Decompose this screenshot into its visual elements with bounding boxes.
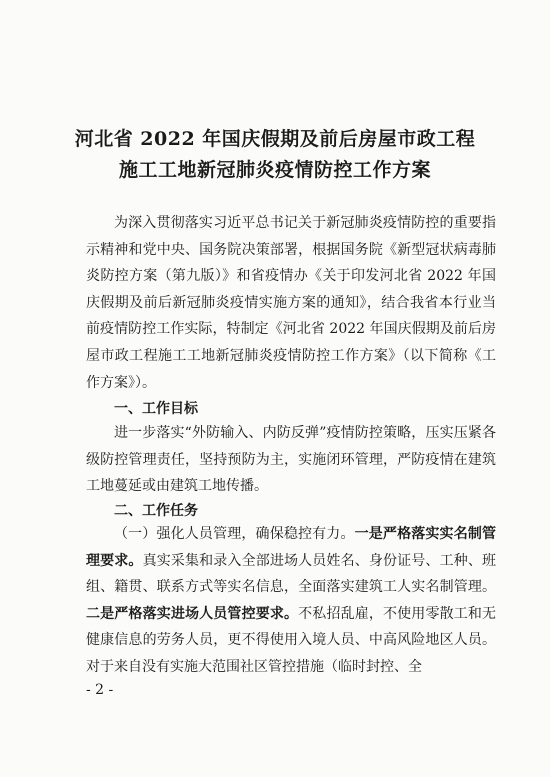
- tasks-paragraph: [86, 521, 496, 681]
- document-title-line-2: 施工工地新冠肺炎疫情防控工作方案: [118, 159, 431, 181]
- task-point-two-body: 不私招乱雇，不使用零散工和无健康信息的劳务人员，更不得使用入境人员、中高风险地区人员。对于来自没有实施大范围社区管控措施（临时封控、全: [86, 605, 497, 675]
- intro-paragraph: 为深入贯彻落实习近平总书记关于新冠肺炎疫情防控的重要指示精神和党中央、国务院决策部署，根据国务院《新型冠状病毒肺炎防控方案（第九版）》和省疫情办《关于印发河北省 2022 年国庆假期及前后新冠肺炎疫情实施方案的通知》，结合我省本行业当前疫情防控工作实际，特制定《河北省 2022 年国庆假期及前后房屋市政工程施工工地新冠肺炎疫情防控工作方案》（以下简称《工作方案》）。: [86, 215, 496, 391]
- task-point-two: 二是严格落实进场人员管控要求。: [86, 605, 299, 622]
- task-point-one-body: 真实采集和录入全部进场人员姓名、身份证号、工种、班组、籍贯、联系方式等实名信息，全面落实建筑工人实名制管理。: [86, 552, 497, 596]
- section-heading-goals: 一、工作目标: [114, 401, 198, 417]
- tasks-subheading: （一）强化人员管理，确保稳控有力。: [114, 526, 355, 542]
- goals-paragraph: 进一步落实“外防输入、内防反弹”疫情防控策略，压实压紧各级防控管理责任，坚持预防为主，实施闭环管理，严防疫情在建筑工地蔓延或由建筑工地传播。: [86, 425, 496, 495]
- document-title-line-1: 河北省 2022 年国庆假期及前后房屋市政工程: [74, 128, 476, 150]
- page-number: - 2 -: [86, 682, 114, 698]
- section-heading-tasks: 二、工作任务: [114, 503, 198, 519]
- task-point-one: 一是严格落实实名制管理要求。: [86, 526, 497, 569]
